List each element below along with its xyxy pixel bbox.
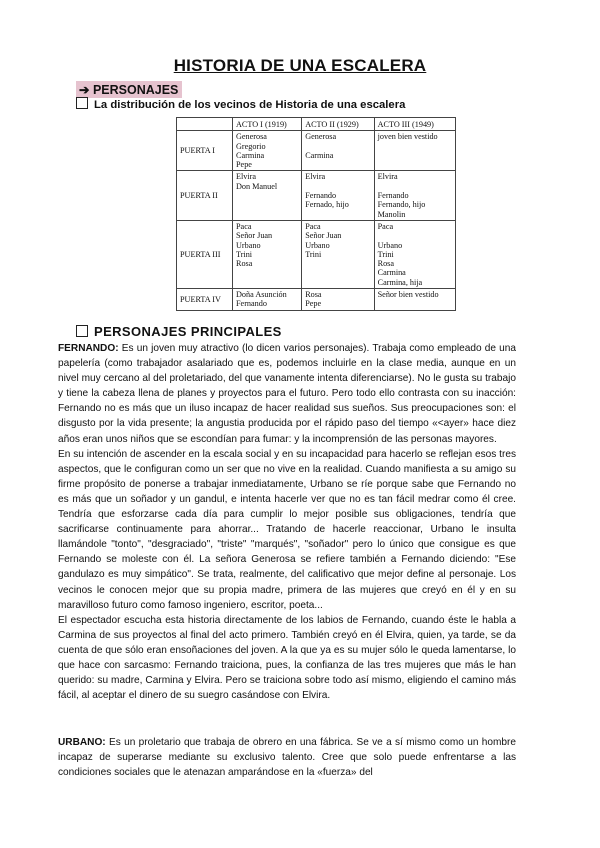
character-name bbox=[305, 142, 370, 151]
character-name: Señor Juan bbox=[236, 231, 273, 241]
fernando-text-1: Es un joven muy atractivo (lo dicen varios personajes). Trabaja como empleado de una papelería (como trabajador asalariado que es, podemos incluirle en la clase media, aunque en un nivel muy cercano al del proletariado, del que vanamente intenta diferenciarse). No le gusta su trabajo y tiene la cabeza llena de planes y proyectos para el futuro. Pero todo ello contrasta con su inacción: Fernando no es más que un iluso incapaz de hacer realidad sus sueños. Sus preocupaciones son: el disgusto por la vida presente; la angustia producida por el rápido paso del tiempo «<ayer» hace diez años eran unos niños que se escondían para fumar: y la incomprensión de las personas mayores. bbox=[58, 343, 516, 445]
character-name: Paca bbox=[377, 221, 394, 231]
section-heading-principales bbox=[76, 324, 282, 339]
table-cell bbox=[302, 220, 374, 288]
subsection-distribucion-text: La distribución de los vecinos de Historia de una escalera bbox=[94, 99, 406, 111]
table-row bbox=[177, 220, 456, 288]
character-name: Manolin bbox=[377, 209, 406, 219]
character-name: Urbano bbox=[305, 240, 330, 250]
character-name bbox=[378, 182, 452, 191]
fernando-label: FERNANDO: bbox=[58, 343, 119, 354]
character-name: Don Manuel bbox=[236, 181, 278, 191]
character-name: Pepe bbox=[236, 160, 252, 170]
character-name: Elvira bbox=[377, 172, 398, 182]
table-cell bbox=[302, 171, 374, 220]
character-name: Carmina bbox=[377, 268, 406, 278]
door-cell: PUERTA II bbox=[177, 171, 233, 220]
character-name: Elvira bbox=[236, 172, 257, 182]
character-name: Trini bbox=[236, 249, 253, 259]
table-header-row bbox=[177, 118, 456, 131]
character-name: Fernando bbox=[305, 191, 337, 201]
table-row bbox=[177, 131, 456, 171]
character-name: Urbano bbox=[377, 240, 403, 250]
urbano-paragraph-1 bbox=[58, 735, 516, 780]
character-name: Elvira bbox=[305, 172, 326, 182]
table-cell bbox=[233, 131, 302, 171]
table-cell bbox=[302, 289, 374, 311]
character-name: Gregorio bbox=[236, 141, 266, 151]
character-name bbox=[378, 231, 452, 240]
character-name: Urbano bbox=[236, 240, 261, 250]
character-name: Señor bien vestido bbox=[377, 290, 439, 300]
character-name: Generosa bbox=[305, 132, 337, 142]
section-heading-personajes: ➔ PERSONAJES bbox=[76, 81, 182, 98]
character-name: Rosa bbox=[236, 259, 253, 269]
character-name: Carmina bbox=[236, 150, 265, 160]
table-header-empty bbox=[177, 118, 233, 131]
fernando-paragraph-2: En su intención de ascender en la escala social y en su incapacidad para hacerlo se reflejan esos tres aspectos, que le configuran como un ser que no vive en la realidad. Cuando manifiesta a su amigo su firme propósito de ponerse a trabajar inmediatamente, Urbano se ríe porque sabe que Fernando no es más que un soñador y un gandul, e intenta hacerle ver que no es tan fácil medrar como él cree. Tendría que esforzarse cada día para cumplir lo mejor posible sus obligaciones, tendría que sacrificarse continuamente para ahorrar... Tratando de hacerle reaccionar, Urbano le insulta llamándole "tonto", "desgraciado", "triste" "marqués", "soñador" pero lo único que consigue es que Fernando se moleste con él. La señora Generosa se refiere también a Fernando diciendo: "Ese gandulazo es muy simpático". Se trata, realmente, del calificativo que mejor define al personaje. Los vecinos le conocen mejor que su propia madre, primera de las mujeres que creyó en él y en su maravilloso futuro como famoso ingeniero, escritor, poeta... bbox=[58, 448, 516, 611]
character-name: Carmina, hija bbox=[377, 277, 423, 287]
table-header-cell: ACTO II (1929) bbox=[302, 118, 374, 131]
table-cell bbox=[374, 171, 455, 220]
character-name: Doña Asunción bbox=[236, 290, 287, 300]
table-cell bbox=[233, 289, 302, 311]
table-row bbox=[177, 289, 456, 311]
table-cell bbox=[233, 171, 302, 220]
table-cell bbox=[302, 131, 374, 171]
character-name: Rosa bbox=[305, 290, 322, 300]
table-cell bbox=[233, 220, 302, 288]
character-name: Fernando bbox=[236, 299, 267, 309]
urbano-section bbox=[58, 735, 516, 780]
character-name: Fernando, hijo bbox=[377, 200, 426, 210]
character-name: Pepe bbox=[305, 299, 322, 309]
character-name: Paca bbox=[305, 221, 321, 231]
character-name bbox=[305, 182, 370, 191]
character-name: Fernado, hijo bbox=[305, 200, 349, 210]
subsection-distribucion bbox=[76, 97, 405, 111]
urbano-label: URBANO: bbox=[58, 737, 106, 748]
checkbox-icon bbox=[76, 97, 88, 109]
section-heading-principales-text: PERSONAJES PRINCIPALES bbox=[94, 324, 282, 339]
document-title: HISTORIA DE UNA ESCALERA bbox=[173, 56, 427, 75]
character-name: Rosa bbox=[377, 259, 394, 269]
cast-table bbox=[176, 117, 456, 311]
table-header-cell: ACTO III (1949) bbox=[374, 118, 455, 131]
fernando-paragraph-1 bbox=[58, 341, 516, 447]
character-name: Trini bbox=[305, 249, 322, 259]
door-cell: PUERTA IV bbox=[177, 289, 233, 311]
urbano-text-1: Es un proletario que trabaja de obrero en una fábrica. Se ve a sí mismo como un hombre incapaz de superarse mediante su exclusivo talento. Cree que solo puede enfrentarse a las condiciones sociales que le atenazan amparándose en la «fuerza» del bbox=[58, 737, 516, 779]
character-name: Generosa bbox=[236, 132, 267, 142]
door-cell: PUERTA I bbox=[177, 131, 233, 171]
fernando-paragraph-3: El espectador escucha esta historia directamente de los labios de Fernando, cuando éste le habla a Carmina de sus proyectos al final del acto primero. También creyó en él Elvira, quien, ya tarde, se da cuenta de que sólo eran ensoñaciones del joven. A la que ya es su mujer sólo le queda lamentarse, lo que hace con sarcasmo: Fernando traiciona, pues, la confianza de las tres mujeres que más le han querido: su madre, Carmina y Elvira. Pero se traiciona sobre todo así mismo, eligiendo el camino más fácil, al aceptar el dinero de su suegro casándose con Elvira. bbox=[58, 614, 516, 702]
character-name: Trini bbox=[377, 249, 394, 259]
character-name: Señor Juan bbox=[305, 231, 342, 241]
character-name: joven bien vestido bbox=[377, 132, 438, 142]
fernando-section bbox=[58, 341, 516, 703]
table-row bbox=[177, 171, 456, 220]
table-cell bbox=[374, 131, 455, 171]
door-cell: PUERTA III bbox=[177, 220, 233, 288]
character-name: Paca bbox=[236, 221, 252, 231]
character-name: Fernando bbox=[377, 191, 409, 201]
character-name: Carmina bbox=[305, 150, 334, 160]
table-header-cell: ACTO I (1919) bbox=[233, 118, 302, 131]
table-cell bbox=[374, 289, 455, 311]
checkbox-icon bbox=[76, 325, 88, 337]
table-cell bbox=[374, 220, 455, 288]
